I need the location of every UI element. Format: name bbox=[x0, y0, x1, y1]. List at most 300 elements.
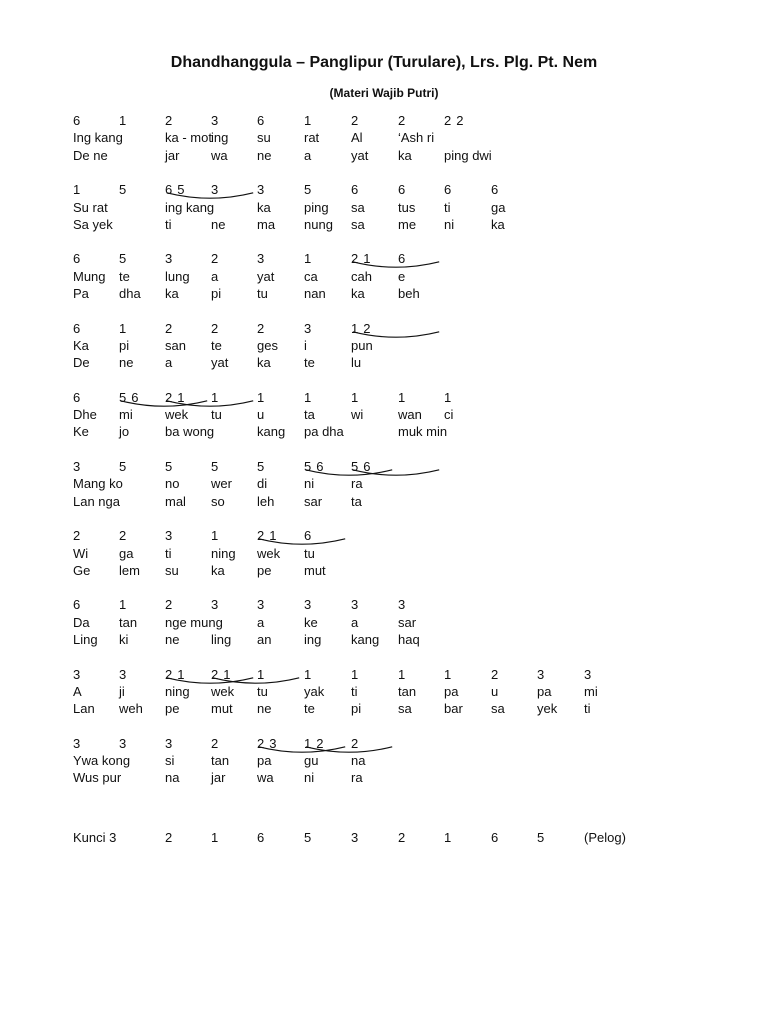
note-digit: 2 bbox=[351, 735, 359, 751]
lyric-line-1: e bbox=[398, 268, 406, 284]
note-digit: 5 bbox=[119, 459, 127, 474]
note-cell bbox=[304, 321, 311, 337]
note-group bbox=[211, 321, 218, 337]
lyric-line-1: cah bbox=[351, 268, 372, 284]
lyric-line-1: Da bbox=[73, 614, 90, 630]
note-cell bbox=[398, 113, 405, 129]
lyric-line-1: yat bbox=[257, 268, 275, 284]
page-subtitle: (Materi Wajib Putri) bbox=[329, 86, 439, 100]
note-group bbox=[119, 597, 126, 613]
lyric-line-1: tan bbox=[211, 753, 230, 769]
note-cell bbox=[304, 390, 311, 406]
lyric-line-2: kang bbox=[257, 424, 286, 440]
lyric-line-1: gu bbox=[304, 753, 319, 769]
note-group bbox=[119, 182, 126, 198]
note-group bbox=[491, 182, 498, 198]
note-group bbox=[398, 667, 405, 683]
kunci-scale: (Pelog) bbox=[584, 830, 626, 845]
note-digit: 1 bbox=[304, 113, 312, 128]
note-group bbox=[165, 667, 189, 683]
note-cell bbox=[351, 459, 375, 475]
lyric-line-2: pi bbox=[211, 286, 222, 301]
note-digit: 5 bbox=[119, 251, 127, 267]
page-title: Dhandhanggula – Panglipur (Turulare), Lrs. Plg. Pt. Nem bbox=[170, 54, 598, 71]
lyric-line-1: ing kang bbox=[165, 199, 215, 215]
note-digit: 1 bbox=[119, 113, 127, 128]
lyric-line-1: te bbox=[119, 268, 130, 284]
lyric-line-1: si bbox=[165, 753, 175, 769]
note-group bbox=[351, 321, 375, 337]
lyric-line-2: Ge bbox=[73, 562, 91, 578]
note-digit: 3 bbox=[257, 597, 265, 613]
note-group bbox=[73, 390, 80, 406]
lyric-line-2: ping dwi bbox=[444, 147, 492, 163]
lyric-line-1: ning bbox=[165, 683, 190, 699]
note-cell bbox=[211, 321, 218, 337]
lyric-line-1: ga bbox=[491, 199, 506, 215]
note-group bbox=[211, 113, 218, 129]
lyric-line-1: Ywa kong bbox=[73, 753, 131, 769]
lyric-line-2: Ke bbox=[73, 424, 89, 440]
lyric-line-1: rat bbox=[304, 130, 320, 146]
note-cell bbox=[304, 182, 311, 198]
note-digit: 2 bbox=[165, 389, 173, 405]
note-group bbox=[119, 736, 126, 752]
note-cell bbox=[444, 390, 451, 406]
lyric-line-1: ka - mot bbox=[165, 130, 212, 146]
note-digit: 6 bbox=[398, 251, 406, 267]
lyric-line-1: ke bbox=[304, 614, 318, 630]
note-digit: 3 bbox=[211, 597, 219, 613]
note-digit: 3 bbox=[269, 735, 277, 751]
note-digit: 2 bbox=[444, 113, 452, 128]
note-group bbox=[257, 251, 264, 267]
lyric-line-2: ing bbox=[304, 632, 322, 647]
note-group bbox=[257, 321, 264, 337]
note-group bbox=[211, 597, 218, 613]
note-group bbox=[351, 597, 358, 613]
note-digit: 1 bbox=[398, 666, 406, 682]
lyric-line-2: so bbox=[211, 493, 225, 509]
note-group bbox=[257, 736, 281, 752]
note-group bbox=[211, 528, 218, 544]
note-cell bbox=[257, 113, 264, 129]
note-cell bbox=[73, 459, 80, 475]
note-digit: 2 bbox=[257, 528, 265, 544]
note-digit: 5 bbox=[177, 182, 185, 198]
kunci-note: 1 bbox=[211, 830, 219, 845]
note-digit: 5 bbox=[119, 182, 127, 198]
note-cell bbox=[211, 528, 218, 544]
lyric-line-1: pun bbox=[351, 337, 373, 353]
lyric-line-2: a bbox=[304, 147, 312, 163]
lyric-line-1: i bbox=[304, 337, 307, 353]
note-group bbox=[165, 182, 189, 198]
note-cell bbox=[119, 736, 126, 752]
note-digit: 6 bbox=[73, 251, 81, 267]
lyric-line-2: lu bbox=[351, 355, 362, 371]
note-cell bbox=[491, 667, 498, 683]
lyric-line-2: ma bbox=[257, 216, 276, 232]
lyric-line-1: wer bbox=[211, 476, 232, 492]
note-group bbox=[304, 667, 311, 683]
lyric-line-1: a bbox=[211, 268, 219, 284]
note-digit: 2 bbox=[165, 113, 173, 128]
note-cell bbox=[304, 528, 311, 544]
lyric-line-2: nung bbox=[304, 216, 333, 232]
note-cell bbox=[73, 390, 80, 406]
lyric-line-1: ka bbox=[257, 199, 271, 215]
note-cell bbox=[73, 736, 80, 752]
note-digit: 3 bbox=[304, 320, 312, 336]
note-digit: 6 bbox=[165, 182, 173, 198]
note-digit: 3 bbox=[584, 666, 592, 682]
note-digit: 6 bbox=[444, 182, 452, 198]
note-digit: 2 bbox=[165, 666, 173, 682]
note-group bbox=[491, 667, 498, 683]
note-cell bbox=[257, 597, 264, 613]
note-digit: 2 bbox=[456, 113, 464, 128]
note-cell bbox=[119, 113, 126, 129]
note-group bbox=[444, 390, 451, 406]
note-cell bbox=[165, 459, 172, 475]
kunci-label: Kunci 3 bbox=[73, 830, 117, 845]
note-digit: 2 bbox=[211, 666, 219, 682]
lyric-line-1: Mang ko bbox=[73, 476, 123, 492]
lyric-line-2: te bbox=[304, 701, 315, 717]
note-digit: 1 bbox=[304, 389, 312, 405]
note-digit: 3 bbox=[73, 666, 81, 682]
note-digit: 2 bbox=[257, 735, 265, 751]
lyric-line-2: pe bbox=[165, 701, 180, 717]
lyric-line-1: A bbox=[73, 683, 82, 699]
note-cell bbox=[73, 321, 80, 337]
note-cell bbox=[304, 667, 311, 683]
lyric-line-2: Lan bbox=[73, 701, 95, 717]
lyric-line-2: Sa yek bbox=[73, 216, 113, 232]
note-cell bbox=[398, 667, 405, 683]
note-digit: 3 bbox=[211, 182, 219, 198]
note-cell bbox=[304, 597, 311, 613]
note-group bbox=[398, 597, 405, 613]
lyric-line-1: su bbox=[257, 130, 271, 146]
lyric-line-1: tus bbox=[398, 199, 416, 215]
note-digit: 2 bbox=[491, 666, 499, 682]
note-digit: 6 bbox=[257, 113, 265, 128]
note-cell bbox=[73, 182, 80, 198]
note-cell bbox=[398, 390, 405, 406]
lyric-line-2: na bbox=[165, 770, 180, 786]
lyric-line-1: ji bbox=[119, 683, 125, 699]
lyric-line-1: wan bbox=[398, 407, 422, 423]
note-digit: 2 bbox=[351, 251, 359, 267]
note-cell bbox=[119, 667, 126, 683]
note-cell bbox=[165, 113, 172, 129]
lyric-line-1: ing bbox=[211, 130, 229, 146]
note-digit: 5 bbox=[257, 459, 265, 474]
note-cell bbox=[119, 597, 126, 613]
note-cell bbox=[165, 528, 172, 544]
note-cell bbox=[211, 597, 218, 613]
note-digit: 1 bbox=[73, 182, 81, 198]
note-digit: 6 bbox=[351, 182, 359, 198]
lyric-line-2: ka bbox=[165, 286, 179, 301]
note-group bbox=[304, 113, 311, 129]
note-cell bbox=[119, 459, 126, 475]
lyric-line-2: De bbox=[73, 355, 90, 371]
note-cell bbox=[211, 736, 218, 752]
note-cell bbox=[165, 251, 172, 267]
lyric-line-2: beh bbox=[398, 286, 420, 301]
note-digit: 5 bbox=[351, 459, 359, 474]
lyric-line-1: pi bbox=[119, 337, 130, 353]
note-digit: 3 bbox=[119, 735, 127, 751]
note-cell bbox=[304, 459, 328, 475]
note-digit: 6 bbox=[73, 113, 81, 128]
note-digit: 6 bbox=[363, 459, 371, 474]
note-digit: 3 bbox=[119, 666, 127, 682]
lyric-line-2: ka bbox=[398, 147, 412, 163]
lyric-line-2: leh bbox=[257, 493, 275, 509]
lyric-line-1: ping bbox=[304, 199, 329, 215]
lyric-line-1: Al bbox=[351, 130, 363, 146]
note-cell bbox=[165, 182, 189, 198]
lyric-line-2: haq bbox=[398, 632, 420, 647]
note-group bbox=[257, 667, 264, 683]
note-group bbox=[444, 667, 451, 683]
lyric-line-1: ci bbox=[444, 407, 454, 423]
lyric-line-2: nan bbox=[304, 286, 326, 301]
note-digit: 1 bbox=[444, 666, 452, 682]
note-digit: 1 bbox=[351, 666, 359, 682]
note-cell bbox=[73, 597, 80, 613]
lyric-line-2: muk min bbox=[398, 424, 448, 440]
lyric-line-1: ca bbox=[304, 268, 318, 284]
lyric-line-2: sa bbox=[398, 701, 412, 717]
note-group bbox=[304, 182, 311, 198]
lyric-line-1: a bbox=[257, 614, 265, 630]
lyric-line-1: tu bbox=[257, 683, 268, 699]
lyric-line-2: dha bbox=[119, 286, 141, 301]
note-group bbox=[119, 667, 126, 683]
lyric-line-2: ka bbox=[351, 286, 365, 301]
note-cell bbox=[73, 667, 80, 683]
note-cell bbox=[351, 251, 375, 267]
note-cell bbox=[351, 182, 358, 198]
note-cell bbox=[257, 459, 264, 475]
lyric-line-1: pa bbox=[444, 683, 459, 699]
lyric-line-2: ka bbox=[257, 355, 271, 371]
note-digit: 2 bbox=[165, 597, 173, 613]
note-digit: 1 bbox=[304, 735, 312, 751]
lyric-line-1: wek bbox=[257, 545, 281, 561]
note-digit: 3 bbox=[73, 459, 81, 474]
note-cell bbox=[211, 182, 218, 198]
note-group bbox=[398, 182, 405, 198]
note-group bbox=[211, 459, 218, 475]
note-group bbox=[351, 390, 358, 406]
lyric-line-2: ne bbox=[257, 701, 272, 717]
note-group bbox=[398, 113, 405, 129]
lyric-line-2: pa dha bbox=[304, 424, 344, 440]
note-cell bbox=[304, 736, 328, 752]
note-cell bbox=[119, 251, 126, 267]
lyric-line-2: yat bbox=[351, 147, 369, 163]
lyric-line-2: sar bbox=[304, 493, 323, 509]
note-cell bbox=[211, 667, 235, 683]
lyric-line-2: pi bbox=[351, 701, 362, 717]
lyric-line-1: a bbox=[351, 614, 359, 630]
note-digit: 2 bbox=[363, 320, 371, 336]
note-cell bbox=[211, 113, 218, 129]
note-cell bbox=[165, 597, 172, 613]
note-digit: 3 bbox=[165, 735, 173, 751]
lyric-line-1: ti bbox=[351, 683, 358, 699]
note-group bbox=[304, 251, 311, 267]
note-digit: 1 bbox=[177, 666, 185, 682]
note-group bbox=[257, 390, 264, 406]
note-group bbox=[211, 390, 218, 406]
lyric-line-1: Su rat bbox=[73, 199, 108, 215]
note-cell bbox=[304, 113, 311, 129]
note-group bbox=[119, 251, 126, 267]
note-group bbox=[165, 251, 172, 267]
note-group bbox=[304, 459, 328, 475]
note-cell bbox=[73, 113, 80, 129]
lyric-line-2: te bbox=[304, 355, 315, 371]
lyric-line-1: pa bbox=[537, 683, 552, 699]
lyric-line-2: jo bbox=[119, 424, 130, 440]
note-digit: 2 bbox=[351, 113, 359, 128]
lyric-line-2: bar bbox=[444, 701, 463, 717]
note-cell bbox=[398, 251, 405, 267]
note-digit: 1 bbox=[119, 320, 127, 336]
lyric-line-2: pe bbox=[257, 562, 272, 578]
lyric-line-1: mi bbox=[119, 407, 133, 423]
note-cell bbox=[444, 667, 451, 683]
lyric-line-2: mut bbox=[304, 562, 326, 578]
note-digit: 1 bbox=[304, 251, 312, 267]
note-group bbox=[351, 667, 358, 683]
note-group bbox=[304, 321, 311, 337]
kunci-note: 2 bbox=[398, 830, 406, 845]
lyric-line-2: yek bbox=[537, 701, 558, 717]
note-cell bbox=[257, 390, 264, 406]
lyric-line-1: Ka bbox=[73, 337, 89, 353]
note-digit: 3 bbox=[165, 251, 173, 267]
note-group bbox=[304, 528, 311, 544]
note-cell bbox=[165, 667, 189, 683]
note-cell bbox=[257, 251, 264, 267]
note-group bbox=[211, 736, 218, 752]
lyric-line-2: mal bbox=[165, 493, 186, 509]
note-digit: 6 bbox=[73, 389, 81, 405]
note-digit: 1 bbox=[351, 320, 359, 336]
note-cell bbox=[119, 390, 143, 406]
note-group bbox=[351, 251, 375, 267]
note-cell bbox=[257, 667, 264, 683]
note-group bbox=[73, 459, 80, 475]
lyric-line-2: ling bbox=[211, 632, 232, 647]
note-group bbox=[73, 736, 80, 752]
note-group bbox=[119, 321, 126, 337]
lyric-line-1: wi bbox=[351, 407, 364, 423]
lyric-line-1: Dhe bbox=[73, 407, 97, 423]
note-digit: 5 bbox=[304, 459, 312, 474]
lyric-line-1: ta bbox=[304, 407, 315, 423]
lyric-line-2: jar bbox=[165, 147, 180, 163]
note-group bbox=[165, 459, 172, 475]
lyric-line-1: Ing kang bbox=[73, 130, 123, 146]
note-digit: 6 bbox=[73, 320, 81, 336]
lyric-line-2: wa bbox=[211, 147, 228, 163]
kunci-note: 6 bbox=[491, 830, 499, 845]
note-group bbox=[165, 597, 172, 613]
note-digit: 3 bbox=[351, 597, 359, 613]
lyric-line-2: weh bbox=[119, 701, 143, 717]
note-digit: 3 bbox=[537, 666, 545, 682]
note-digit: 1 bbox=[119, 597, 127, 613]
note-digit: 6 bbox=[73, 597, 81, 613]
note-group bbox=[537, 667, 544, 683]
lyric-line-1: Wi bbox=[73, 545, 89, 561]
note-group bbox=[444, 113, 463, 129]
note-digit: 3 bbox=[398, 597, 406, 613]
lyric-line-2: ta bbox=[351, 493, 362, 509]
kunci-note: 1 bbox=[444, 830, 452, 845]
note-digit: 2 bbox=[165, 320, 173, 336]
note-group bbox=[304, 390, 311, 406]
note-group bbox=[257, 113, 264, 129]
note-cell bbox=[584, 667, 591, 683]
note-cell bbox=[165, 390, 189, 406]
note-cell bbox=[351, 113, 358, 129]
note-group bbox=[119, 390, 143, 406]
lyric-line-1: Mung bbox=[73, 268, 106, 284]
note-cell bbox=[444, 113, 463, 129]
note-group bbox=[119, 528, 126, 544]
note-cell bbox=[491, 182, 498, 198]
lyric-line-1: na bbox=[351, 753, 366, 769]
lyric-line-2: ni bbox=[444, 216, 455, 232]
note-group bbox=[351, 459, 375, 475]
lyric-line-1: ti bbox=[444, 199, 451, 215]
lyric-line-1: sa bbox=[351, 199, 365, 215]
note-group bbox=[165, 736, 172, 752]
note-group bbox=[584, 667, 591, 683]
note-group bbox=[211, 667, 235, 683]
note-digit: 5 bbox=[119, 389, 127, 405]
note-group bbox=[165, 113, 172, 129]
note-digit: 5 bbox=[211, 459, 219, 474]
lyric-line-1: nge mung bbox=[165, 614, 223, 630]
lyric-line-2: tu bbox=[257, 286, 268, 301]
lyric-line-2: su bbox=[165, 562, 179, 578]
lyric-line-1: ‘Ash ri bbox=[398, 130, 435, 146]
lyric-line-2: ka bbox=[211, 562, 225, 578]
lyric-line-2: Ling bbox=[73, 632, 98, 647]
note-digit: 2 bbox=[119, 528, 127, 544]
note-cell bbox=[351, 736, 358, 752]
lyric-line-2: ka bbox=[491, 216, 505, 232]
lyric-line-2: ti bbox=[584, 701, 591, 717]
note-group bbox=[73, 113, 80, 129]
note-group bbox=[119, 113, 126, 129]
note-digit: 1 bbox=[269, 528, 277, 544]
lyric-line-2: De ne bbox=[73, 147, 108, 163]
note-group bbox=[165, 390, 189, 406]
note-digit: 3 bbox=[165, 528, 173, 544]
